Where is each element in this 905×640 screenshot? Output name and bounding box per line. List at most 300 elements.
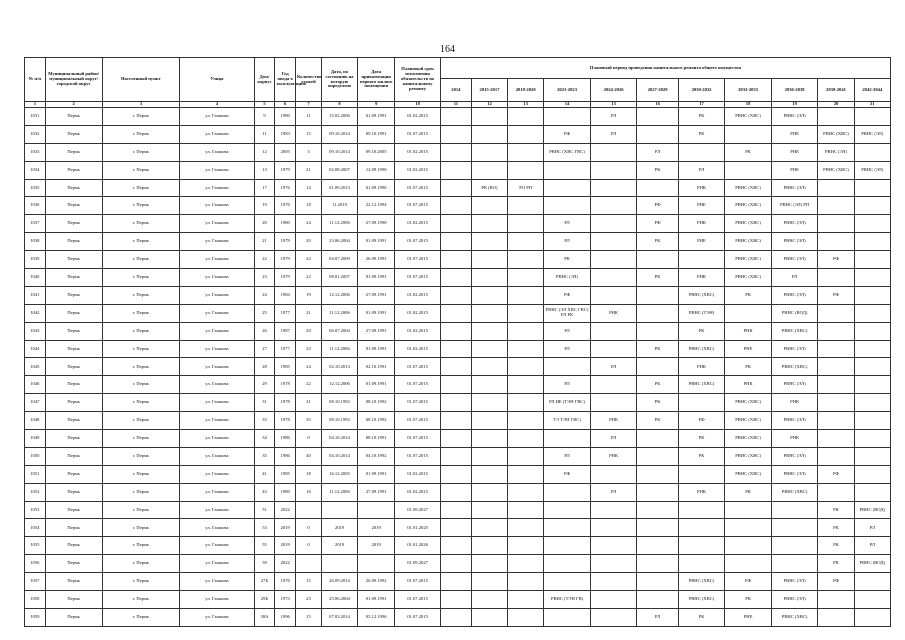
table-cell — [637, 179, 678, 197]
table-cell — [508, 304, 544, 322]
table-cell: РВНС (ХВС) — [678, 286, 725, 304]
table-cell: 21 — [296, 304, 322, 322]
table-cell: Пермь — [45, 573, 102, 591]
table-cell: г. Пермь — [102, 340, 180, 358]
table-cell — [471, 447, 507, 465]
col-district-header: Муниципальный район/ муниципальный округ/городской округ — [45, 58, 102, 102]
table-cell: 27 — [254, 340, 275, 358]
period-header: 2018-2020 — [508, 79, 544, 102]
table-cell: РВНС (ХВС) — [678, 591, 725, 609]
table-cell — [440, 161, 471, 179]
table-cell — [637, 519, 678, 537]
table-cell: РНК — [725, 322, 772, 340]
table-cell: 18 — [296, 197, 322, 215]
table-cell — [854, 304, 890, 322]
table-cell: Пермь — [45, 376, 102, 394]
table-cell: 02.08.2007 — [321, 161, 357, 179]
table-cell — [854, 108, 890, 126]
table-cell — [440, 465, 471, 483]
table-cell: 01.07.2015 — [395, 394, 441, 412]
table-cell: 01.02.2015 — [395, 304, 441, 322]
table-cell: РК — [818, 555, 854, 573]
table-cell — [544, 179, 591, 197]
table-cell — [358, 501, 395, 519]
table-cell: Пермь — [45, 340, 102, 358]
table-cell: 1979 — [275, 233, 296, 251]
table-cell: ул. Гашкова — [180, 591, 254, 609]
table-cell: ул. Гашкова — [180, 179, 254, 197]
table-cell: г. Пермь — [102, 125, 180, 143]
table-cell: г. Пермь — [102, 537, 180, 555]
table-cell — [508, 573, 544, 591]
table-cell: РНК — [678, 179, 725, 197]
table-cell: РВНС (ХВС) — [725, 108, 772, 126]
table-cell — [590, 501, 637, 519]
table-cell: ул. Гашкова — [180, 269, 254, 287]
table-cell: 1037 — [25, 215, 46, 233]
table-cell: 23 — [254, 269, 275, 287]
table-cell — [471, 322, 507, 340]
table-row — [25, 233, 891, 251]
table-cell — [508, 591, 544, 609]
table-cell — [854, 179, 890, 197]
table-cell: 01.07.2015 — [395, 358, 441, 376]
table-cell: РЛ — [590, 430, 637, 448]
table-cell — [440, 125, 471, 143]
table-cell: 1976 — [275, 197, 296, 215]
col-last-repair-header: Дата, по состоянию на которую определено — [321, 58, 357, 102]
table-cell — [678, 537, 725, 555]
table-cell — [440, 394, 471, 412]
table-cell: РВНС (ХВС) — [771, 358, 818, 376]
table-cell — [854, 269, 890, 287]
table-row — [25, 143, 891, 161]
table-cell: 2019 — [321, 537, 357, 555]
column-number: 20 — [818, 102, 854, 108]
period-header: 2042-2044 — [854, 79, 890, 102]
table-cell: РВНС (ХВС) — [725, 215, 772, 233]
table-cell: РЛ — [544, 340, 591, 358]
table-cell: ул. Гашкова — [180, 430, 254, 448]
table-cell: РФ — [637, 215, 678, 233]
table-cell — [471, 197, 507, 215]
table-cell — [637, 591, 678, 609]
table-cell — [508, 430, 544, 448]
table-cell: РФ — [544, 286, 591, 304]
table-cell — [440, 537, 471, 555]
table-cell: РЛ — [590, 125, 637, 143]
table-cell — [637, 286, 678, 304]
table-cell: 31 — [296, 394, 322, 412]
table-cell: 2019 — [275, 537, 296, 555]
table-cell: 1996 — [275, 608, 296, 626]
table-cell: РК — [678, 322, 725, 340]
table-cell: РНЕ — [771, 143, 818, 161]
table-cell: г. Пермь — [102, 591, 180, 609]
table-cell: РК — [678, 108, 725, 126]
table-cell: ул. Гашкова — [180, 573, 254, 591]
table-cell: 12 — [254, 143, 275, 161]
table-cell — [818, 269, 854, 287]
table-cell: 40 — [296, 447, 322, 465]
table-cell: 19 — [296, 286, 322, 304]
table-cell: 1052 — [25, 483, 46, 501]
table-cell: 20 — [254, 215, 275, 233]
table-cell — [440, 304, 471, 322]
table-cell — [544, 483, 591, 501]
table-cell: 02.10.2013 — [321, 358, 357, 376]
table-cell: 1987 — [275, 322, 296, 340]
table-cell: РФ — [678, 412, 725, 430]
table-cell: Пермь — [45, 161, 102, 179]
table-cell: 1036 — [25, 197, 46, 215]
table-cell: 12.12.2006 — [321, 286, 357, 304]
table-row — [25, 501, 891, 519]
table-cell: 11.12.2006 — [321, 215, 357, 233]
table-row — [25, 537, 891, 555]
table-cell: РК — [725, 143, 772, 161]
table-cell: РК — [637, 233, 678, 251]
table-cell — [440, 143, 471, 161]
table-cell: 1976 — [275, 573, 296, 591]
table-cell — [854, 376, 890, 394]
table-cell: РЛ — [590, 108, 637, 126]
table-cell: ул. Гашкова — [180, 376, 254, 394]
table-cell — [590, 233, 637, 251]
column-number: 18 — [725, 102, 772, 108]
table-cell: 08.10.1992 — [321, 394, 357, 412]
table-cell: РФ — [818, 465, 854, 483]
table-cell — [854, 447, 890, 465]
table-cell: 24 — [296, 358, 322, 376]
period-header: 2015-2017 — [471, 79, 507, 102]
table-cell — [590, 555, 637, 573]
table-cell: РК — [678, 430, 725, 448]
table-cell — [440, 447, 471, 465]
table-cell: г. Пермь — [102, 394, 180, 412]
header-row — [25, 58, 891, 79]
table-cell: 1979 — [275, 161, 296, 179]
table-cell — [471, 608, 507, 626]
table-cell: РЛ — [544, 376, 591, 394]
table-cell — [471, 269, 507, 287]
table-cell — [590, 251, 637, 269]
table-cell: РФ — [818, 286, 854, 304]
table-cell — [590, 608, 637, 626]
table-cell: Пермь — [45, 430, 102, 448]
table-row — [25, 358, 891, 376]
table-cell: 08.10.1992 — [358, 394, 395, 412]
table-cell: 01.07.2015 — [395, 608, 441, 626]
table-cell: РК — [725, 591, 772, 609]
table-cell: ул. Гашкова — [180, 251, 254, 269]
table-cell: 01.07.2015 — [395, 125, 441, 143]
table-cell: РНК — [678, 358, 725, 376]
table-cell — [471, 143, 507, 161]
table-cell: 1986 — [275, 447, 296, 465]
table-cell: 51 — [254, 501, 275, 519]
table-cell — [508, 125, 544, 143]
table-cell — [508, 233, 544, 251]
table-cell: 1046 — [25, 376, 46, 394]
table-cell: РК — [678, 608, 725, 626]
table-cell — [440, 412, 471, 430]
table-cell — [471, 465, 507, 483]
table-cell: 0 — [296, 537, 322, 555]
table-cell: 01.07.2015 — [395, 412, 441, 430]
period-group-header: Плановый период проведения капитального ремонта общего имущества — [440, 58, 890, 79]
table-cell: 01.09.2027 — [395, 555, 441, 573]
table-cell — [508, 465, 544, 483]
table-cell: РЛ — [637, 608, 678, 626]
table-cell — [637, 430, 678, 448]
table-cell — [544, 161, 591, 179]
table-cell — [508, 322, 544, 340]
table-cell: РВНС (ЭЛ) — [771, 108, 818, 126]
table-cell: РК — [637, 376, 678, 394]
table-cell: РВНС (ЭЛ) — [771, 233, 818, 251]
col-house-header: Дом/ корпус — [254, 58, 275, 102]
table-cell: г. Пермь — [102, 161, 180, 179]
table-cell: г. Пермь — [102, 286, 180, 304]
table-cell: 12.09.1990 — [358, 161, 395, 179]
table-cell: Пермь — [45, 519, 102, 537]
table-cell: 1976 — [275, 179, 296, 197]
table-cell — [637, 483, 678, 501]
table-cell: РНК — [678, 483, 725, 501]
table-cell: 1047 — [25, 394, 46, 412]
table-cell: 01.07.2015 — [395, 233, 441, 251]
table-cell: 1979 — [275, 251, 296, 269]
col-settlement-header: Населенный пункт — [102, 58, 180, 102]
table-cell: 01.02.2015 — [395, 465, 441, 483]
table-cell — [725, 125, 772, 143]
table-cell: ул. Гашкова — [180, 555, 254, 573]
table-cell: 1040 — [25, 269, 46, 287]
table-cell: 55 — [254, 537, 275, 555]
table-cell: ул. Гашкова — [180, 447, 254, 465]
table-cell — [508, 340, 544, 358]
table-cell — [590, 519, 637, 537]
table-cell — [590, 340, 637, 358]
table-cell — [590, 322, 637, 340]
table-cell: 02.10.1991 — [358, 358, 395, 376]
table-cell — [544, 555, 591, 573]
table-cell — [544, 358, 591, 376]
table-cell: 05.12.1996 — [358, 608, 395, 626]
table-cell: 15 — [296, 573, 322, 591]
table-cell: 34 — [254, 430, 275, 448]
column-number: 19 — [771, 102, 818, 108]
table-cell — [471, 286, 507, 304]
table-cell: 26.09.2014 — [321, 573, 357, 591]
table-cell: Пермь — [45, 608, 102, 626]
period-header: 2036-2038 — [771, 79, 818, 102]
table-cell: ул. Гашкова — [180, 108, 254, 126]
table-cell — [637, 447, 678, 465]
table-cell: РВНС (ЭЛ) — [771, 412, 818, 430]
table-cell — [508, 394, 544, 412]
table-cell: 09.10.2014 — [321, 143, 357, 161]
table-cell: 1980 — [275, 108, 296, 126]
table-cell — [854, 591, 890, 609]
table-cell: 59 — [254, 555, 275, 573]
table-cell — [818, 608, 854, 626]
table-cell: 24 — [254, 286, 275, 304]
table-cell: 15 — [296, 608, 322, 626]
table-cell: РК — [637, 394, 678, 412]
column-number: 13 — [508, 102, 544, 108]
table-cell — [296, 555, 322, 573]
table-cell — [854, 412, 890, 430]
table-cell: 26 — [254, 322, 275, 340]
table-cell — [440, 233, 471, 251]
table-cell — [471, 358, 507, 376]
table-cell: РНЕ — [725, 340, 772, 358]
table-cell — [508, 501, 544, 519]
table-cell — [818, 179, 854, 197]
table-cell: 33 — [254, 412, 275, 430]
table-cell — [854, 322, 890, 340]
table-row — [25, 608, 891, 626]
table-cell: ул. Гашкова — [180, 233, 254, 251]
table-cell: 08.10.1991 — [358, 430, 395, 448]
table-cell: г. Пермь — [102, 555, 180, 573]
col-street-header: Улица — [180, 58, 254, 102]
table-cell: 1989 — [275, 483, 296, 501]
table-cell: 15 — [296, 125, 322, 143]
table-cell: г. Пермь — [102, 519, 180, 537]
table-cell: 16.12.2005 — [321, 465, 357, 483]
table-cell — [471, 483, 507, 501]
table-cell: 25 — [254, 304, 275, 322]
table-cell: РВНС (ЭЛ) — [854, 125, 890, 143]
table-cell — [508, 269, 544, 287]
table-cell: 26.09.1992 — [358, 573, 395, 591]
table-cell: ул. Гашкова — [180, 143, 254, 161]
table-cell: 9 — [254, 108, 275, 126]
table-row — [25, 286, 891, 304]
table-cell: 01.07.2015 — [395, 376, 441, 394]
table-cell — [508, 108, 544, 126]
table-cell: РК — [637, 161, 678, 179]
column-number: 9 — [358, 102, 395, 108]
table-cell — [771, 537, 818, 555]
table-cell — [508, 197, 544, 215]
table-cell — [544, 573, 591, 591]
column-number: 21 — [854, 102, 890, 108]
table-cell: 1039 — [25, 251, 46, 269]
table-cell — [854, 215, 890, 233]
table-row — [25, 376, 891, 394]
col-year-header: Год ввода в эксплуатацию — [275, 58, 296, 102]
table-cell — [440, 269, 471, 287]
period-header: 2027-2029 — [637, 79, 678, 102]
table-cell: 27.09.1991 — [358, 286, 395, 304]
table-cell: Пермь — [45, 197, 102, 215]
table-cell — [440, 430, 471, 448]
col-floors-header: Количество этажей — [296, 58, 322, 102]
table-cell — [508, 358, 544, 376]
table-cell: 1986 — [275, 430, 296, 448]
table-cell: 09.10.1991 — [358, 125, 395, 143]
table-cell: г. Пермь — [102, 608, 180, 626]
table-row — [25, 215, 891, 233]
table-cell: 11.12.2006 — [321, 340, 357, 358]
table-cell: 1044 — [25, 340, 46, 358]
table-cell: РФ — [544, 125, 591, 143]
table-cell — [725, 555, 772, 573]
table-cell: ул. Гашкова — [180, 483, 254, 501]
table-cell: 2019 — [275, 519, 296, 537]
table-cell: РВНС (ЭЛ) — [771, 376, 818, 394]
table-cell — [818, 430, 854, 448]
table-cell: г. Пермь — [102, 573, 180, 591]
table-cell — [321, 555, 357, 573]
table-cell — [471, 340, 507, 358]
table-row — [25, 394, 891, 412]
table-cell: 23 — [296, 340, 322, 358]
table-cell — [854, 465, 890, 483]
table-cell — [471, 108, 507, 126]
table-cell — [471, 251, 507, 269]
table-cell: РВНС (ХВС) — [725, 394, 772, 412]
table-cell: 24 — [296, 215, 322, 233]
table-cell: Пермь — [45, 394, 102, 412]
table-cell: РЛ — [637, 143, 678, 161]
table-cell — [471, 519, 507, 537]
table-cell: 2019 — [358, 519, 395, 537]
table-cell: 01.09.1991 — [358, 465, 395, 483]
table-cell: 01.09.2027 — [395, 501, 441, 519]
table-cell: РК — [725, 286, 772, 304]
table-cell: 1038 — [25, 233, 46, 251]
table-cell: 01.07.2015 — [395, 573, 441, 591]
table-cell: 18 — [296, 465, 322, 483]
table-cell: РНК — [771, 394, 818, 412]
table-cell: ул. Гашкова — [180, 286, 254, 304]
table-cell: Пермь — [45, 269, 102, 287]
table-cell: РНЕ — [771, 161, 818, 179]
table-cell: Пермь — [45, 555, 102, 573]
table-cell: г. Пермь — [102, 143, 180, 161]
table-cell — [508, 519, 544, 537]
table-cell: 01.02.2015 — [395, 322, 441, 340]
table-cell — [440, 322, 471, 340]
table-cell: 28 — [254, 358, 275, 376]
table-cell: 2022 — [275, 501, 296, 519]
table-cell — [544, 519, 591, 537]
table-cell: Пермь — [45, 143, 102, 161]
table-cell — [590, 197, 637, 215]
table-cell: 1983 — [275, 125, 296, 143]
table-cell: г. Пермь — [102, 376, 180, 394]
table-cell: РВНС (ЭЛ) — [771, 179, 818, 197]
table-cell — [678, 251, 725, 269]
table-cell: Пермь — [45, 251, 102, 269]
table-cell: РВНС (ХВС) — [725, 251, 772, 269]
table-cell — [818, 340, 854, 358]
table-cell: ул. Гашкова — [180, 161, 254, 179]
table-cell — [854, 394, 890, 412]
table-cell: РВНС (ЭЛ) — [771, 465, 818, 483]
table-cell: РНК — [590, 447, 637, 465]
table-cell — [678, 143, 725, 161]
col-num-header: № п/п — [25, 58, 46, 102]
table-cell: ул. Гашкова — [180, 322, 254, 340]
table-cell — [508, 215, 544, 233]
table-row — [25, 304, 891, 322]
